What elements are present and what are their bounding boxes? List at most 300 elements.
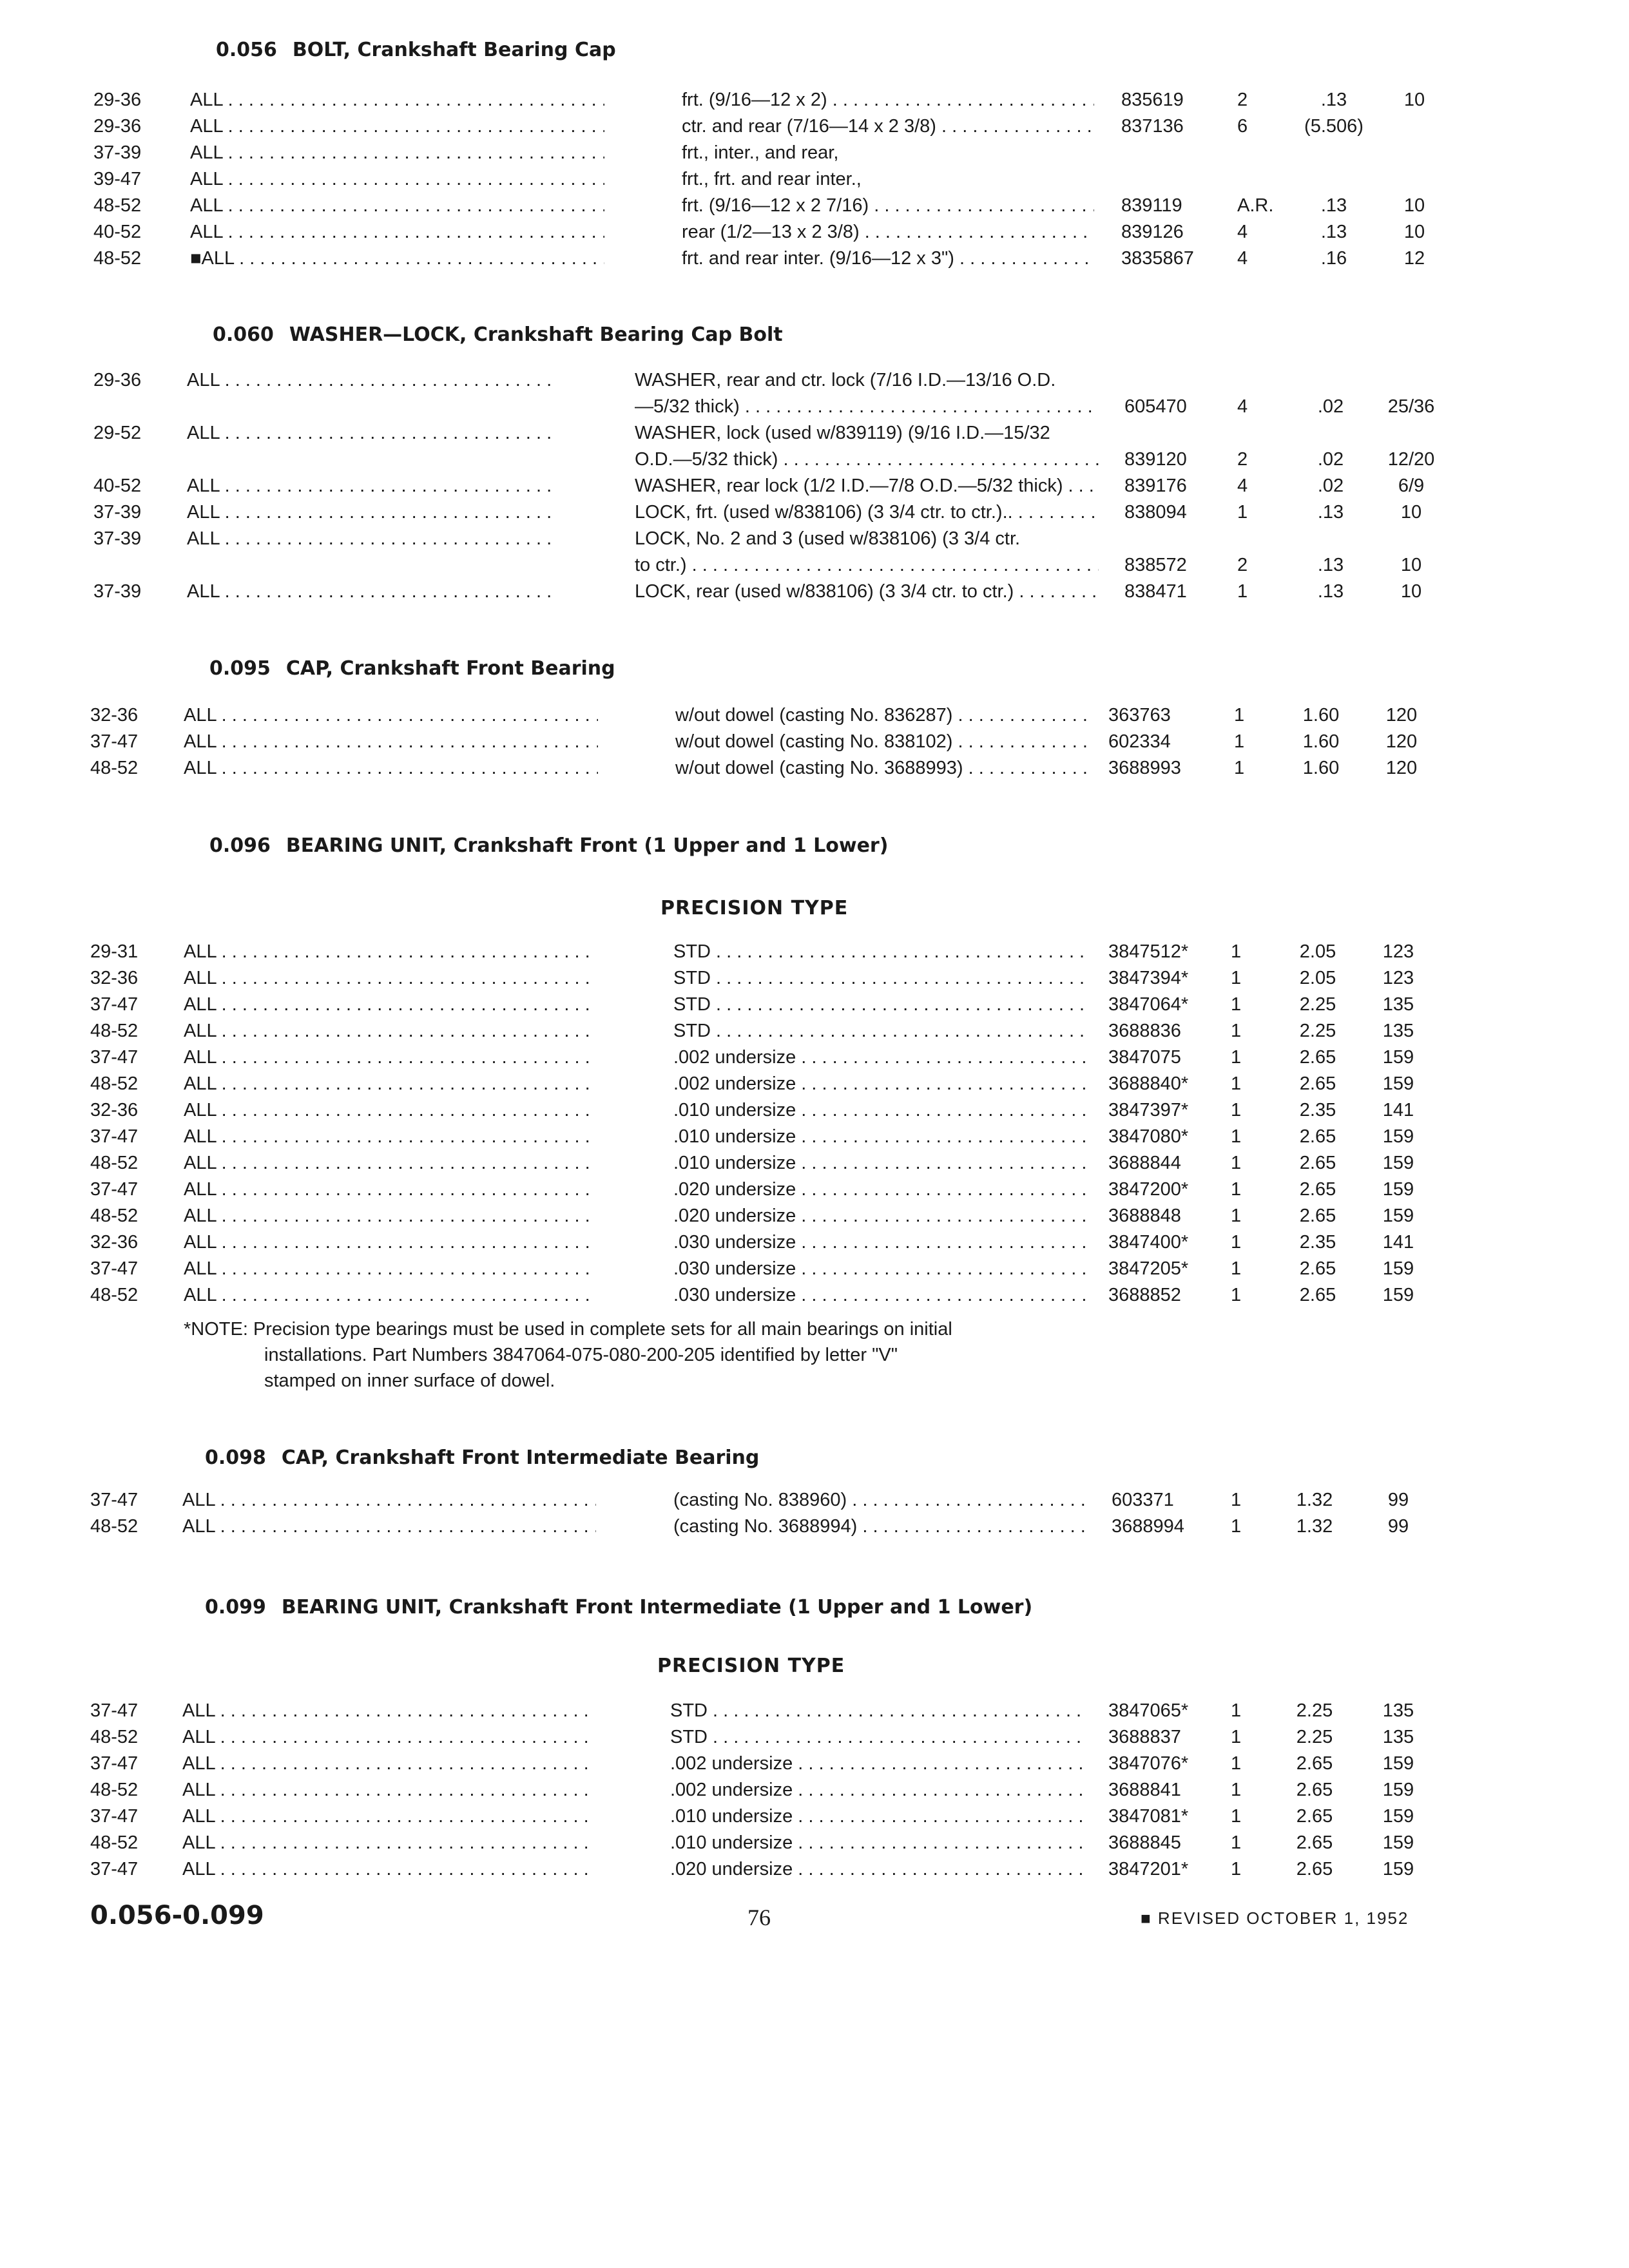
row-quantity: 1 — [1231, 1206, 1242, 1226]
row-weight: 159 — [1382, 1153, 1414, 1173]
section-number: 0.095 — [209, 657, 271, 680]
row-price: 1.60 — [1302, 758, 1340, 778]
row-description: WASHER, rear and ctr. lock (7/16 I.D.—13/16 O.D. — [635, 370, 1056, 390]
table-row — [0, 367, 1629, 393]
row-model: ALL . . . — [187, 499, 557, 525]
row-quantity: 1 — [1231, 1780, 1242, 1800]
row-years: 48-52 — [90, 1206, 139, 1226]
row-years: 29-52 — [93, 423, 142, 443]
row-weight: 10 — [1403, 195, 1425, 216]
row-description: frt. and rear inter. (9/16—12 x 3") . . . — [682, 245, 1094, 271]
row-model: ALL . . . — [182, 1514, 596, 1539]
row-weight: 120 — [1385, 731, 1418, 752]
row-description: .030 undersize . . . — [673, 1256, 1089, 1282]
row-weight: 159 — [1382, 1832, 1414, 1853]
table-row — [0, 1724, 1629, 1750]
row-description: w/out dowel (casting No. 3688993) . . . — [675, 755, 1088, 781]
row-model: ALL . . . — [190, 166, 604, 192]
row-years: 32-36 — [90, 705, 139, 726]
row-model: ■ALL . . . — [190, 245, 604, 271]
row-part-number: 3847075 — [1108, 1047, 1181, 1068]
revision-note: ■ REVISED OCTOBER 1, 1952 — [1141, 1908, 1409, 1928]
table-row — [0, 1177, 1629, 1202]
table-row — [0, 473, 1629, 499]
row-part-number: 3688993 — [1108, 758, 1181, 778]
row-price: .13 — [1320, 222, 1347, 242]
row-years: 37-47 — [90, 1806, 139, 1827]
row-years: 48-52 — [90, 1516, 139, 1537]
row-weight: 141 — [1382, 1232, 1414, 1253]
row-years: 48-52 — [90, 1073, 139, 1094]
row-quantity: 2 — [1237, 449, 1248, 470]
row-quantity: 1 — [1231, 1806, 1242, 1827]
row-weight: 123 — [1382, 941, 1414, 962]
row-part-number: 3847512* — [1108, 941, 1189, 962]
note-line: stamped on inner surface of dowel. — [264, 1370, 555, 1391]
row-years: 48-52 — [90, 1021, 139, 1041]
table-row — [0, 702, 1629, 728]
row-price: 2.65 — [1296, 1780, 1333, 1800]
section-number: 0.056 — [216, 39, 277, 61]
row-description: w/out dowel (casting No. 838102) . . . — [675, 729, 1088, 754]
row-price: 2.65 — [1299, 1179, 1336, 1200]
row-description: O.D.—5/32 thick) . . . — [635, 447, 1099, 472]
section-subheading: PRECISION TYPE — [657, 1655, 845, 1677]
row-weight: 159 — [1382, 1780, 1414, 1800]
row-model: ALL . . . — [184, 702, 598, 728]
row-model: ALL . . . — [187, 526, 557, 552]
section-subtitle: Crankshaft Front Intermediate Bearing — [335, 1446, 760, 1469]
row-price: .13 — [1320, 90, 1347, 110]
row-model: ALL . . . — [184, 1177, 596, 1202]
row-years: 48-52 — [90, 1153, 139, 1173]
row-part-number: 3847400* — [1108, 1232, 1189, 1253]
section-subtitle: Crankshaft Bearing Cap — [357, 39, 616, 61]
row-price: 2.65 — [1296, 1753, 1333, 1774]
row-part-number: 3688844 — [1108, 1153, 1181, 1173]
row-model: ALL . . . — [182, 1856, 593, 1882]
section-name: CAP, — [281, 1446, 329, 1469]
row-years: 48-52 — [90, 1285, 139, 1305]
section-title-0098 — [205, 1446, 759, 1469]
row-quantity: 1 — [1231, 941, 1242, 962]
row-part-number: 3688841 — [1108, 1780, 1181, 1800]
table-row — [0, 1698, 1629, 1724]
row-weight: 120 — [1385, 705, 1418, 726]
row-quantity: 4 — [1237, 396, 1248, 417]
section-subheading: PRECISION TYPE — [660, 897, 849, 919]
row-price: .02 — [1317, 449, 1344, 470]
row-quantity: 1 — [1231, 1258, 1242, 1279]
row-quantity: 4 — [1237, 222, 1248, 242]
row-model: ALL . . . — [182, 1803, 593, 1829]
row-years: 37-47 — [90, 1179, 139, 1200]
row-years: 37-39 — [93, 528, 142, 549]
row-description: .020 undersize . . . — [670, 1856, 1086, 1882]
row-price: 1.60 — [1302, 731, 1340, 752]
row-years: 37-47 — [90, 994, 139, 1015]
table-row — [0, 1044, 1629, 1070]
row-years: 32-36 — [90, 1100, 139, 1120]
row-part-number: 838471 — [1124, 581, 1187, 602]
row-weight: 10 — [1400, 555, 1422, 575]
row-price: .13 — [1317, 502, 1344, 523]
note-line: installations. Part Numbers 3847064-075-080-200-205 identified by letter "V" — [264, 1345, 898, 1365]
row-price: .02 — [1317, 476, 1344, 496]
row-weight: 25/36 — [1387, 396, 1435, 417]
row-quantity: A.R. — [1237, 195, 1274, 216]
table-row — [0, 552, 1629, 578]
row-part-number: 3688837 — [1108, 1727, 1181, 1747]
row-description: .010 undersize . . . — [670, 1830, 1086, 1856]
row-description: STD . . . — [670, 1698, 1086, 1724]
row-price: 2.05 — [1299, 968, 1336, 988]
row-model: ALL . . . — [187, 579, 557, 604]
row-weight: 141 — [1382, 1100, 1414, 1120]
row-quantity: 1 — [1231, 1021, 1242, 1041]
row-years: 37-47 — [90, 1700, 139, 1721]
row-part-number: 3688836 — [1108, 1021, 1181, 1041]
row-model: ALL . . . — [184, 1256, 596, 1282]
section-title-0056 — [216, 39, 616, 61]
row-weight: 159 — [1382, 1753, 1414, 1774]
section-subtitle: Crankshaft Front Intermediate (1 Upper and 1 Lower) — [448, 1596, 1033, 1619]
row-part-number: 3688852 — [1108, 1285, 1181, 1305]
row-description: STD . . . — [673, 1018, 1089, 1044]
row-weight: 12 — [1403, 248, 1425, 269]
row-part-number: 602334 — [1108, 731, 1171, 752]
row-years: 37-47 — [90, 1047, 139, 1068]
row-years: 48-52 — [90, 758, 139, 778]
row-model: ALL . . . — [184, 1282, 596, 1308]
row-description: .030 undersize . . . — [673, 1282, 1089, 1308]
row-quantity: 1 — [1231, 1179, 1242, 1200]
row-quantity: 1 — [1231, 1490, 1242, 1510]
row-price: 2.35 — [1299, 1100, 1336, 1120]
table-row — [0, 1018, 1629, 1044]
table-row — [0, 1097, 1629, 1123]
row-model: ALL . . . — [184, 1203, 596, 1229]
row-years: 48-52 — [93, 248, 142, 269]
row-description: .020 undersize . . . — [673, 1177, 1089, 1202]
row-years: 40-52 — [93, 222, 142, 242]
row-part-number: 3847076* — [1108, 1753, 1189, 1774]
row-price: 2.65 — [1299, 1285, 1336, 1305]
row-years: 39-47 — [93, 169, 142, 189]
row-years: 48-52 — [90, 1832, 139, 1853]
table-row — [0, 1803, 1629, 1829]
row-model: ALL . . . — [182, 1698, 593, 1724]
row-part-number: 3847064* — [1108, 994, 1189, 1015]
row-part-number: 3688994 — [1112, 1516, 1184, 1537]
row-description: .002 undersize . . . — [673, 1071, 1089, 1097]
row-years: 29-36 — [93, 370, 142, 390]
table-row — [0, 755, 1629, 781]
row-part-number: 3847397* — [1108, 1100, 1189, 1120]
row-weight: 120 — [1385, 758, 1418, 778]
table-row — [0, 1150, 1629, 1176]
row-weight: 10 — [1403, 222, 1425, 242]
row-description: w/out dowel (casting No. 836287) . . . — [675, 702, 1088, 728]
row-quantity: 1 — [1231, 1859, 1242, 1879]
row-model: ALL . . . — [187, 473, 557, 499]
row-description: LOCK, frt. (used w/838106) (3 3/4 ctr. to ctr.).. . . . — [635, 499, 1099, 525]
row-description: rear (1/2—13 x 2 3/8) . . . — [682, 219, 1094, 245]
row-description: frt. (9/16—12 x 2) . . . — [682, 87, 1094, 113]
row-part-number: 838094 — [1124, 502, 1187, 523]
row-weight: 135 — [1382, 1727, 1414, 1747]
row-part-number: 3847200* — [1108, 1179, 1189, 1200]
row-model: ALL . . . — [184, 992, 596, 1017]
row-description: .020 undersize . . . — [673, 1203, 1089, 1229]
row-price: 2.65 — [1296, 1832, 1333, 1853]
table-row — [0, 729, 1629, 754]
row-model: ALL . . . — [182, 1751, 593, 1776]
row-part-number: 3688848 — [1108, 1206, 1181, 1226]
row-price: 1.32 — [1296, 1490, 1333, 1510]
row-quantity: 1 — [1237, 502, 1248, 523]
table-row — [0, 394, 1629, 419]
row-weight: 135 — [1382, 994, 1414, 1015]
row-quantity: 1 — [1231, 1153, 1242, 1173]
row-price: 2.05 — [1299, 941, 1336, 962]
row-quantity: 1 — [1231, 968, 1242, 988]
row-years: 37-47 — [90, 1859, 139, 1879]
section-number: 0.096 — [209, 834, 271, 857]
row-price: 2.65 — [1299, 1153, 1336, 1173]
row-quantity: 1 — [1234, 758, 1245, 778]
page-range-label: 0.056-0.099 — [90, 1901, 264, 1930]
table-row — [0, 1282, 1629, 1308]
row-part-number: 835619 — [1121, 90, 1184, 110]
row-description: .010 undersize . . . — [673, 1124, 1089, 1149]
row-price: 1.60 — [1302, 705, 1340, 726]
note-line: *NOTE: Precision type bearings must be used in complete sets for all main bearings on initial — [184, 1319, 952, 1340]
row-quantity: 6 — [1237, 116, 1248, 137]
row-model: ALL . . . — [184, 1150, 596, 1176]
row-part-number: 3847081* — [1108, 1806, 1189, 1827]
row-description: WASHER, rear lock (1/2 I.D.—7/8 O.D.—5/32 thick) . . . — [635, 473, 1099, 499]
page-number: 76 — [747, 1905, 771, 1930]
table-row — [0, 1830, 1629, 1856]
row-weight: 10 — [1403, 90, 1425, 110]
row-weight: 159 — [1382, 1179, 1414, 1200]
row-model: ALL . . . — [190, 140, 604, 166]
row-weight: 159 — [1382, 1047, 1414, 1068]
row-model: ALL . . . — [190, 219, 604, 245]
row-years: 32-36 — [90, 968, 139, 988]
row-part-number: 3688845 — [1108, 1832, 1181, 1853]
row-model: ALL . . . — [182, 1777, 593, 1803]
row-price: 2.65 — [1299, 1047, 1336, 1068]
row-weight: 12/20 — [1387, 449, 1435, 470]
row-price: 2.25 — [1296, 1727, 1333, 1747]
table-row — [0, 113, 1629, 139]
row-part-number: 839119 — [1121, 195, 1182, 216]
row-years: 48-52 — [93, 195, 142, 216]
row-description: (casting No. 838960) . . . — [673, 1487, 1086, 1513]
row-years: 37-47 — [90, 1490, 139, 1510]
row-years: 37-47 — [90, 1126, 139, 1147]
table-row — [0, 1751, 1629, 1776]
row-years: 37-47 — [90, 1258, 139, 1279]
section-name: BEARING UNIT, — [285, 834, 447, 857]
row-years: 37-39 — [93, 502, 142, 523]
row-model: ALL . . . — [184, 965, 596, 991]
row-weight: 159 — [1382, 1258, 1414, 1279]
row-quantity: 1 — [1231, 1232, 1242, 1253]
row-description: STD . . . — [673, 992, 1089, 1017]
row-description: LOCK, No. 2 and 3 (used w/838106) (3 3/4 ctr. — [635, 528, 1021, 549]
row-years: 29-36 — [93, 90, 142, 110]
row-years: 32-36 — [90, 1232, 139, 1253]
row-model: ALL . . . — [184, 1097, 596, 1123]
table-row — [0, 166, 1629, 192]
row-price: .13 — [1320, 195, 1347, 216]
row-part-number: 837136 — [1121, 116, 1184, 137]
row-price: 2.65 — [1299, 1126, 1336, 1147]
row-price: 2.65 — [1296, 1859, 1333, 1879]
row-part-number: 3688840* — [1108, 1073, 1189, 1094]
row-price: 2.65 — [1299, 1073, 1336, 1094]
row-weight: 159 — [1382, 1206, 1414, 1226]
row-price: 1.32 — [1296, 1516, 1333, 1537]
row-description: STD . . . — [673, 965, 1089, 991]
row-price: 2.65 — [1296, 1806, 1333, 1827]
row-weight: 159 — [1382, 1285, 1414, 1305]
row-part-number: 3847201* — [1108, 1859, 1189, 1879]
row-quantity: 1 — [1231, 1727, 1242, 1747]
row-years: 37-39 — [93, 581, 142, 602]
precision-note — [184, 1316, 952, 1394]
row-price: 2.25 — [1299, 994, 1336, 1015]
table-row — [0, 579, 1629, 604]
row-years: 48-52 — [90, 1727, 139, 1747]
table-row — [0, 1487, 1629, 1513]
row-description: to ctr.) . . . — [635, 552, 1099, 578]
row-part-number: 605470 — [1124, 396, 1187, 417]
row-description: .030 undersize . . . — [673, 1229, 1089, 1255]
table-row — [0, 1071, 1629, 1097]
row-part-number: 839120 — [1124, 449, 1187, 470]
row-quantity: 2 — [1237, 90, 1248, 110]
row-quantity: 4 — [1237, 476, 1248, 496]
row-years: 40-52 — [93, 476, 142, 496]
row-model: ALL . . . — [184, 1124, 596, 1149]
row-description: (casting No. 3688994) . . . — [673, 1514, 1086, 1539]
table-row — [0, 939, 1629, 965]
section-name: WASHER—LOCK, — [289, 323, 467, 346]
table-row — [0, 1229, 1629, 1255]
row-model: ALL . . . — [182, 1724, 593, 1750]
row-price: 2.65 — [1299, 1206, 1336, 1226]
section-title-0099 — [205, 1596, 1032, 1619]
row-model: ALL . . . — [187, 367, 557, 393]
section-name: BOLT, — [292, 39, 351, 61]
row-price: .16 — [1320, 248, 1347, 269]
table-row — [0, 1856, 1629, 1882]
row-model: ALL . . . — [184, 1229, 596, 1255]
section-number: 0.099 — [205, 1596, 266, 1619]
row-model: ALL . . . — [184, 755, 598, 781]
row-model: ALL . . . — [184, 729, 598, 754]
row-price: 2.25 — [1296, 1700, 1333, 1721]
row-model: ALL . . . — [190, 87, 604, 113]
row-description: .010 undersize . . . — [670, 1803, 1086, 1829]
table-row — [0, 245, 1629, 271]
row-quantity: 1 — [1231, 1126, 1242, 1147]
row-quantity: 1 — [1231, 1285, 1242, 1305]
row-price: 2.35 — [1299, 1232, 1336, 1253]
section-number: 0.098 — [205, 1446, 266, 1469]
row-quantity: 2 — [1237, 555, 1248, 575]
row-weight: 159 — [1382, 1806, 1414, 1827]
row-description: frt. (9/16—12 x 2 7/16) . . . — [682, 193, 1094, 218]
row-weight: 99 — [1387, 1490, 1409, 1510]
row-years: 29-36 — [93, 116, 142, 137]
row-weight: 135 — [1382, 1700, 1414, 1721]
row-part-number: 838572 — [1124, 555, 1187, 575]
table-row — [0, 447, 1629, 472]
row-part-number: 3835867 — [1121, 248, 1194, 269]
row-description: WASHER, lock (used w/839119) (9/16 I.D.—15/32 — [635, 423, 1050, 443]
row-price: .02 — [1317, 396, 1344, 417]
row-price: 2.25 — [1299, 1021, 1336, 1041]
row-quantity: 1 — [1231, 1100, 1242, 1120]
section-number: 0.060 — [213, 323, 274, 346]
row-model: ALL . . . — [184, 1044, 596, 1070]
row-quantity: 1 — [1231, 1753, 1242, 1774]
row-model: ALL . . . — [182, 1487, 596, 1513]
row-part-number: 3847080* — [1108, 1126, 1189, 1147]
row-model: ALL . . . — [190, 193, 604, 218]
row-weight: 159 — [1382, 1073, 1414, 1094]
section-title-0095 — [209, 657, 615, 680]
table-row — [0, 1777, 1629, 1803]
row-price: 2.65 — [1299, 1258, 1336, 1279]
row-quantity: 4 — [1237, 248, 1248, 269]
row-description: .010 undersize . . . — [673, 1150, 1089, 1176]
row-years: 37-39 — [93, 142, 142, 163]
row-part-number: 603371 — [1112, 1490, 1174, 1510]
section-subtitle: Crankshaft Bearing Cap Bolt — [473, 323, 783, 346]
row-quantity: 1 — [1234, 705, 1245, 726]
table-row — [0, 87, 1629, 113]
row-model: ALL . . . — [184, 939, 596, 965]
row-description: frt., inter., and rear, — [682, 142, 839, 163]
row-description: .002 undersize . . . — [670, 1751, 1086, 1776]
table-row — [0, 140, 1629, 166]
table-row — [0, 499, 1629, 525]
row-description: LOCK, rear (used w/838106) (3 3/4 ctr. to ctr.) . . . — [635, 579, 1099, 604]
row-quantity: 1 — [1231, 1516, 1242, 1537]
table-row — [0, 1203, 1629, 1229]
row-years: 48-52 — [90, 1780, 139, 1800]
section-subtitle: Crankshaft Front (1 Upper and 1 Lower) — [453, 834, 889, 857]
row-quantity: 1 — [1234, 731, 1245, 752]
row-weight: 159 — [1382, 1126, 1414, 1147]
row-quantity: 1 — [1231, 1832, 1242, 1853]
row-description: ctr. and rear (7/16—14 x 2 3/8) . . . — [682, 113, 1094, 139]
row-part-number: 3847205* — [1108, 1258, 1189, 1279]
row-years: 29-31 — [90, 941, 139, 962]
table-row — [0, 1124, 1629, 1149]
row-quantity: 1 — [1231, 1700, 1242, 1721]
row-years: 37-47 — [90, 731, 139, 752]
row-weight: 10 — [1400, 581, 1422, 602]
row-weight: 135 — [1382, 1021, 1414, 1041]
row-part-number: 3847065* — [1108, 1700, 1189, 1721]
